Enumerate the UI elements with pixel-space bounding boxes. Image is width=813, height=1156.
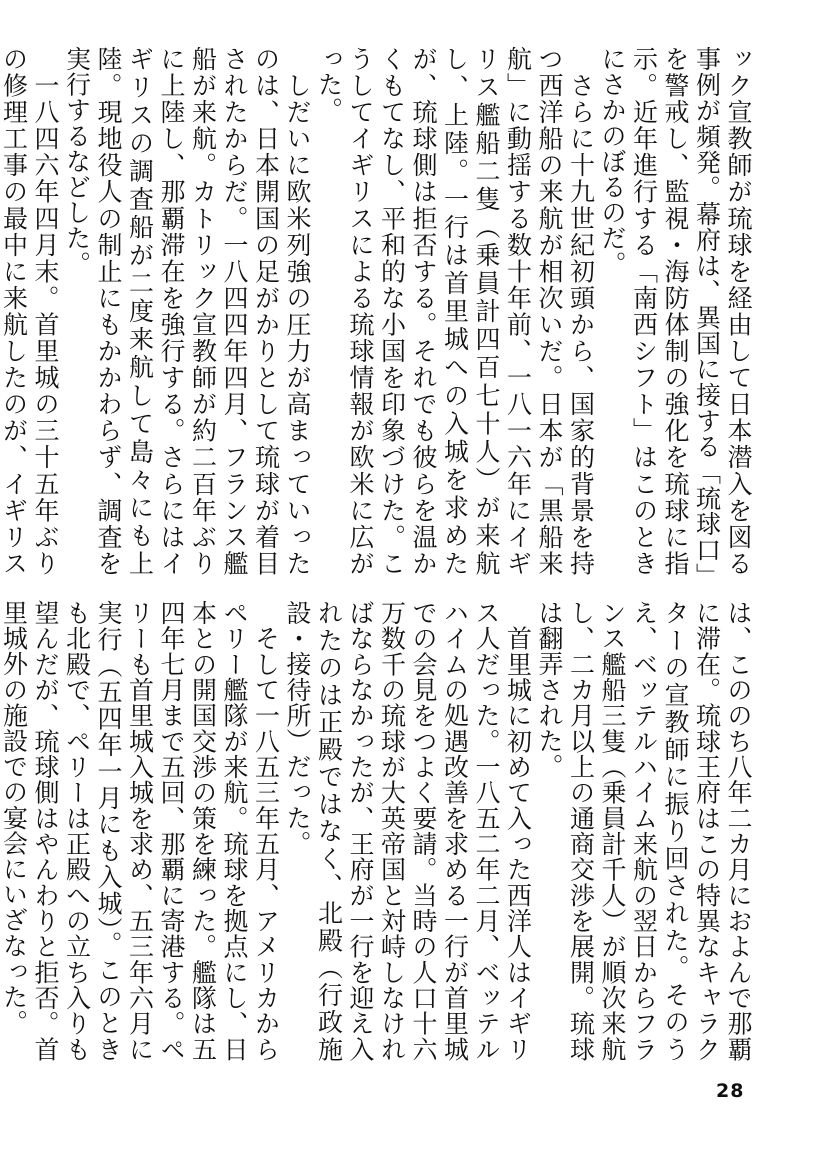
text-block-top: [0, 46, 754, 576]
paragraph: 首里城に初めて入った西洋人はイギリス人だった。一八五二年二月、ベッテルハイムの処遇改善を求める一行が首里城での会見をつよく要請。当時の人口十六万数千の琉球が大英帝国と対峙しなければならなかったが、王府が一行を迎え入れたのは正殿ではなく、北殿（行政施設・接待所）だった。: [283, 600, 533, 1062]
paragraph: ック宣教師が琉球を経由して日本潜入を図る事例が頻発。幕府は、異国に接する「琉球口」を警戒し、監視・海防体制の強化を琉球に指示。近年進行する「南西シフト」はこのときにさかのぼるのだ。: [598, 46, 753, 576]
text-block-bottom: [0, 600, 754, 1062]
paragraph: は、こののち八年二カ月におよんで那覇に滞在。琉球王府はこの特異なキャラクターの宣教師に振り回された。そのうえ、ベッテルハイム来航の翌日からフランス艦船三隻（乗員計千人）が順次来航し、二カ月以上の通商交渉を展開。琉球は翻弄された。: [535, 600, 753, 1062]
paragraph: しだいに欧米列強の圧力が高まっていったのは、日本開国の足がかりとして琉球が着目されたからだ。一八四四年四月、フランス艦船が来航。カトリック宣教師が約二百年ぶりに上陸し、那覇滞在を強行する。さらにはイギリスの調査船が二度来航して島々にも上陸。現地役人の制止にもかかわらず、調査を実行するなどした。: [62, 46, 312, 576]
paragraph: 一八四六年四月末。首里城の三十五年ぶりの修理工事の最中に来航したのが、イギリス: [0, 46, 60, 576]
page-number: 28: [716, 1080, 745, 1102]
paragraph: さらに十九世紀初頭から、国家的背景を持つ西洋船の来航が相次いだ。日本が「黒船来航」に動揺する数十年前、一八一六年にイギリス艦船二隻（乗員計四百七十人）が来航し、上陸。一行は首里城への入城を求めたが、琉球側は拒否する。それでも彼らを温かくもてなし、平和的な小国を印象づけた。こうしてイギリスによる琉球情報が欧米に広がった。: [314, 46, 596, 576]
paragraph: そして一八五三年五月、アメリカからペリー艦隊が来航。琉球を拠点にし、日本との開国交渉の策を練った。艦隊は五四年七月まで五回、那覇に寄港する。ペリーも首里城入城を求め、五三年六月に実行（五四年一月にも入城）。このときも北殿で、ペリーは正殿への立ち入りも望んだが、琉球側はやんわりと拒否。首里城外の施設での宴会にいざなった。: [0, 600, 281, 1062]
